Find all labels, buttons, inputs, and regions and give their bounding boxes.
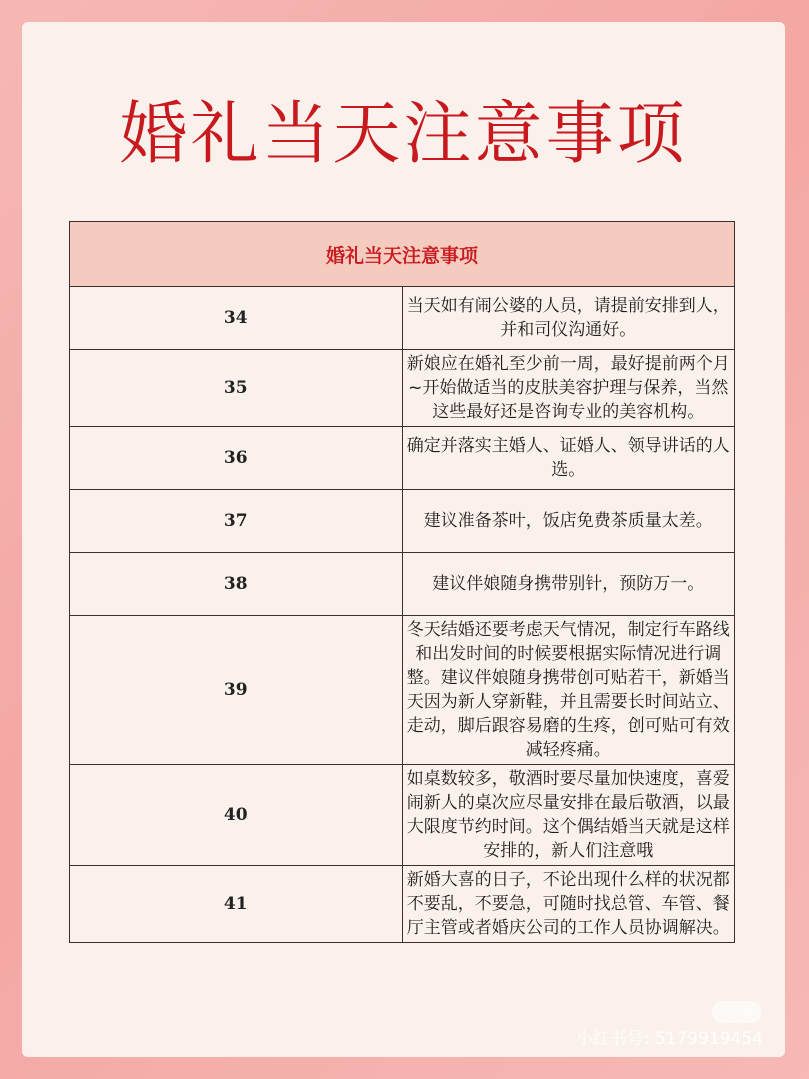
row-number: 38 xyxy=(70,553,403,616)
table-row xyxy=(70,490,735,553)
table-row xyxy=(70,287,735,350)
content-card xyxy=(22,22,785,1057)
row-text: 确定并落实主婚人、证婚人、领导讲话的人选。 xyxy=(402,427,735,490)
table-row xyxy=(70,765,735,866)
table-row xyxy=(70,866,735,943)
table-header: 婚礼当天注意事项 xyxy=(70,222,735,287)
row-text: 当天如有闹公婆的人员，请提前安排到人，并和司仪沟通好。 xyxy=(402,287,735,350)
row-text: 冬天结婚还要考虑天气情况，制定行车路线和出发时间的时候要根据实际情况进行调整。建议伴娘随身携带创可贴若干，新婚当天因为新人穿新鞋，并且需要长时间站立、走动，脚后跟容易磨的生疼，创可贴可有效减轻疼痛。 xyxy=(402,616,735,765)
row-text: 建议准备茶叶，饭店免费茶质量太差。 xyxy=(402,490,735,553)
row-number: 36 xyxy=(70,427,403,490)
row-number: 37 xyxy=(70,490,403,553)
row-text: 新婚大喜的日子，不论出现什么样的状况都不要乱，不要急，可随时找总管、车管、餐厅主管或者婚庆公司的工作人员协调解决。 xyxy=(402,866,735,943)
row-text: 建议伴娘随身携带别针，预防万一。 xyxy=(402,553,735,616)
row-number: 35 xyxy=(70,350,403,427)
row-number: 34 xyxy=(70,287,403,350)
table-row xyxy=(70,427,735,490)
table-row xyxy=(70,616,735,765)
row-number: 41 xyxy=(70,866,403,943)
row-number: 40 xyxy=(70,765,403,866)
row-text: 如桌数较多，敬酒时要尽量加快速度，喜爱闹新人的桌次应尽量安排在最后敬酒，以最大限度节约时间。这个偶结婚当天就是这样安排的，新人们注意哦 xyxy=(402,765,735,866)
row-number: 39 xyxy=(70,616,403,765)
notes-table xyxy=(69,221,735,943)
watermark-id: 小红书号: 5179919454 xyxy=(575,1029,763,1049)
table-row xyxy=(70,350,735,427)
table-row xyxy=(70,553,735,616)
watermark-badge: 小红书 xyxy=(712,1001,761,1023)
page-title: 婚礼当天注意事项 xyxy=(119,95,688,174)
row-text: 新娘应在婚礼至少前一周，最好提前两个月~开始做适当的皮肤美容护理与保养，当然这些最好还是咨询专业的美容机构。 xyxy=(402,350,735,427)
